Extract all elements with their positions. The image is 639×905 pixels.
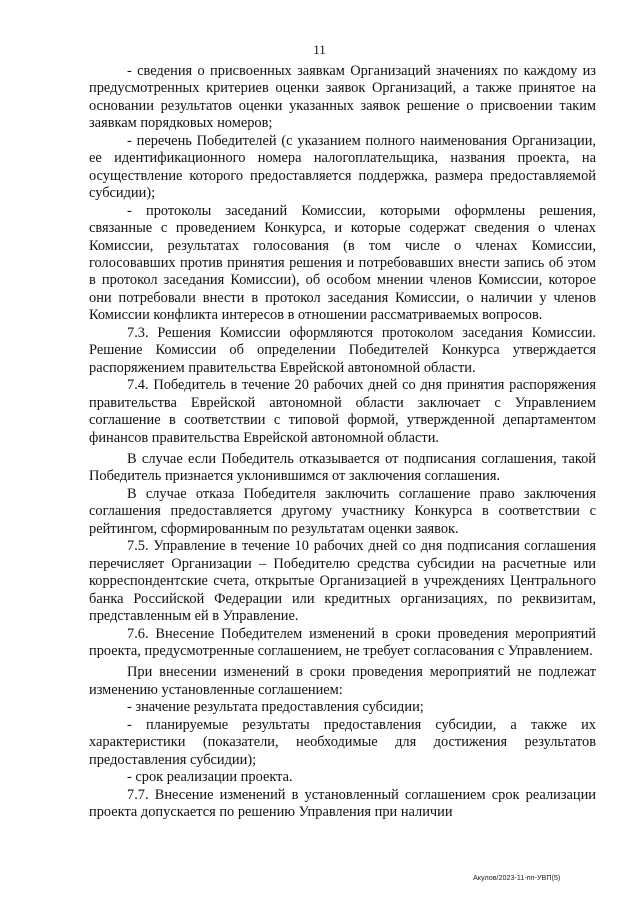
list-item-planned-results: - планируемые результаты предоставления субсидии, а также их характеристики (показатели, необходимые для достижения результатов предоставления субсидии); bbox=[89, 716, 596, 768]
paragraph-7-5: 7.5. Управление в течение 10 рабочих дней со дня подписания соглашения перечисляет Организации – Победителю средства субсидии на расчетные или корреспондентские счета, открытые Организацией в учреждениях Центрального банка Российской Федерации или кредитных организациях, по реквизитам, представленным ей в Управление. bbox=[89, 538, 596, 625]
list-item-result-value: - значение результата предоставления субсидии; bbox=[127, 699, 424, 716]
paragraph-7-4: 7.4. Победитель в течение 20 рабочих дней со дня принятия распоряжения правительства Еврейской автономной области заключает с Управлением соглашение в соответствии с типовой формой, утвержденной департаментом финансов правительства Еврейской автономной области. bbox=[89, 377, 596, 446]
document-body bbox=[89, 63, 596, 821]
paragraph-changes-intro: При внесении изменений в сроки проведения мероприятий не подлежат изменению установленные соглашением: bbox=[89, 664, 596, 698]
paragraph-bullet-winners-list: - перечень Победителей (с указанием полного наименования Организации, ее идентификационного номера налогоплательщика, названия проекта, на осуществление которого предоставляется поддержка, размера предоставляемой субсидии); bbox=[89, 132, 596, 202]
paragraph-refusal-transfer: В случае отказа Победителя заключить соглашение право заключения соглашения предоставляется другому участнику Конкурса в соответствии с рейтингом, сформированным по результатам оценки заявок. bbox=[89, 485, 596, 537]
page-number: 11 bbox=[313, 42, 326, 57]
paragraph-bullet-protocols: - протоколы заседаний Комиссии, которыми оформлены решения, связанные с проведением Конкурса, и которые содержат сведения о членах Комиссии, результатах голосования (в том числе о членах Комиссии, голосовавших против принятия решения и потребовавших внести запись об этом в протокол заседания Комиссии), об особом мнении членов Комиссии, которое они потребовали внести в протокол заседания Комиссии, о наличии у членов Комиссии конфликта интересов в отношении рассматриваемых вопросов. bbox=[89, 202, 596, 324]
paragraph-7-6: 7.6. Внесение Победителем изменений в сроки проведения мероприятий проекта, предусмотренные соглашением, не требует согласования с Управлением. bbox=[89, 625, 596, 659]
paragraph-7-7: 7.7. Внесение изменений в установленный соглашением срок реализации проекта допускается по решению Управления при наличии bbox=[89, 786, 596, 821]
paragraph-refusal: В случае если Победитель отказывается от подписания соглашения, такой Победитель признается уклонившимся от заключения соглашения. bbox=[89, 450, 596, 485]
list-item-project-term: - срок реализации проекта. bbox=[127, 769, 293, 786]
footer-code: Акулов/2023-11-пп-УВП(5) bbox=[473, 873, 561, 882]
paragraph-bullet-ratings: - сведения о присвоенных заявкам Организаций значениях по каждому из предусмотренных критериев оценки заявок Организаций, а также принятое на основании результатов оценки указанных заявок решение о присвоении таким заявкам порядковых номеров; bbox=[89, 63, 596, 132]
paragraph-7-3: 7.3. Решения Комиссии оформляются протоколом заседания Комиссии. Решение Комиссии об определении Победителей Конкурса утверждается распоряжением правительства Еврейской автономной области. bbox=[89, 324, 596, 376]
